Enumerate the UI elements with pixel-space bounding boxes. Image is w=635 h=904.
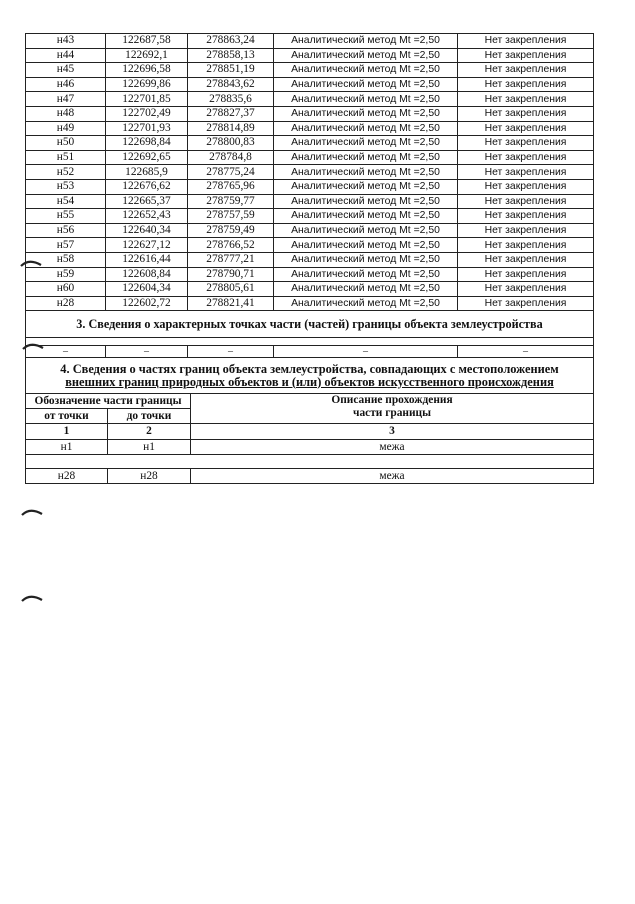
point-id: н54 <box>26 194 106 209</box>
dash-cell: – <box>458 346 594 358</box>
col-desc-header <box>191 394 594 424</box>
table-row <box>26 150 594 165</box>
row-spacer <box>26 455 594 469</box>
table-row <box>26 48 594 63</box>
fixation: Нет закрепления <box>458 209 594 224</box>
col-number-1: 1 <box>26 424 108 440</box>
point-id: н45 <box>26 63 106 78</box>
fixation: Нет закрепления <box>458 121 594 136</box>
fixation: Нет закрепления <box>458 238 594 253</box>
from-point: н28 <box>26 469 108 484</box>
point-id: н60 <box>26 282 106 297</box>
point-id: н58 <box>26 252 106 267</box>
table-row <box>26 252 594 267</box>
method: Аналитический метод Mt =2,50 <box>274 92 458 107</box>
method: Аналитический метод Mt =2,50 <box>274 34 458 49</box>
coord-y: 278851,19 <box>188 63 274 78</box>
coord-y: 278757,59 <box>188 209 274 224</box>
table-row <box>26 267 594 282</box>
table-row <box>26 238 594 253</box>
point-id: н56 <box>26 223 106 238</box>
method: Аналитический метод Mt =2,50 <box>274 267 458 282</box>
point-id: н43 <box>26 34 106 49</box>
coord-x: 122608,84 <box>106 267 188 282</box>
coord-y: 278766,52 <box>188 238 274 253</box>
table-row <box>26 209 594 224</box>
point-id: н28 <box>26 296 106 311</box>
description: межа <box>191 440 594 455</box>
to-point: н28 <box>108 469 191 484</box>
dash-cell: – <box>26 346 106 358</box>
fixation: Нет закрепления <box>458 150 594 165</box>
col-number-2: 2 <box>108 424 191 440</box>
point-id: н44 <box>26 48 106 63</box>
point-id: н47 <box>26 92 106 107</box>
fixation: Нет закрепления <box>458 252 594 267</box>
table-row <box>26 179 594 194</box>
section-4-title-line-1: 4. Сведения о частях границ объекта землеустройства, совпадающих с местоположением <box>60 361 559 376</box>
coord-x: 122604,34 <box>106 282 188 297</box>
point-id: н49 <box>26 121 106 136</box>
coord-x: 122692,65 <box>106 150 188 165</box>
table-row <box>26 469 594 484</box>
method: Аналитический метод Mt =2,50 <box>274 106 458 121</box>
col-group-header: Обозначение части границы <box>26 394 191 409</box>
table-row <box>26 77 594 92</box>
dash-cell: – <box>106 346 188 358</box>
fixation: Нет закрепления <box>458 282 594 297</box>
coord-y: 278863,24 <box>188 34 274 49</box>
coord-y: 278759,49 <box>188 223 274 238</box>
coord-x: 122627,12 <box>106 238 188 253</box>
fixation: Нет закрепления <box>458 223 594 238</box>
table-row <box>26 194 594 209</box>
method: Аналитический метод Mt =2,50 <box>274 77 458 92</box>
point-id: н55 <box>26 209 106 224</box>
point-id: н53 <box>26 179 106 194</box>
col-from-header: от точки <box>26 409 108 424</box>
coord-x: 122696,58 <box>106 63 188 78</box>
fixation: Нет закрепления <box>458 165 594 180</box>
coord-x: 122699,86 <box>106 77 188 92</box>
coord-y: 278775,24 <box>188 165 274 180</box>
coord-y: 278843,62 <box>188 77 274 92</box>
table-row <box>26 106 594 121</box>
point-id: н57 <box>26 238 106 253</box>
dash-cell: – <box>188 346 274 358</box>
fixation: Нет закрепления <box>458 34 594 49</box>
fixation: Нет закрепления <box>458 267 594 282</box>
section-3-empty-row <box>26 346 594 358</box>
coord-x: 122652,43 <box>106 209 188 224</box>
method: Аналитический метод Mt =2,50 <box>274 63 458 78</box>
table-row <box>26 440 594 455</box>
coord-x: 122701,93 <box>106 121 188 136</box>
point-id: н48 <box>26 106 106 121</box>
method: Аналитический метод Mt =2,50 <box>274 136 458 151</box>
method: Аналитический метод Mt =2,50 <box>274 165 458 180</box>
coord-y: 278765,96 <box>188 179 274 194</box>
coord-x: 122701,85 <box>106 92 188 107</box>
method: Аналитический метод Mt =2,50 <box>274 238 458 253</box>
method: Аналитический метод Mt =2,50 <box>274 121 458 136</box>
section-4-title <box>26 358 594 394</box>
point-id: н50 <box>26 136 106 151</box>
coord-y: 278759,77 <box>188 194 274 209</box>
coord-y: 278777,21 <box>188 252 274 267</box>
coord-y: 278805,61 <box>188 282 274 297</box>
coord-x: 122687,58 <box>106 34 188 49</box>
description: межа <box>191 469 594 484</box>
coord-x: 122616,44 <box>106 252 188 267</box>
table-row <box>26 296 594 311</box>
coord-x: 122692,1 <box>106 48 188 63</box>
coordinates-body <box>26 34 594 311</box>
method: Аналитический метод Mt =2,50 <box>274 194 458 209</box>
table-row <box>26 63 594 78</box>
coord-x: 122685,9 <box>106 165 188 180</box>
coord-y: 278814,89 <box>188 121 274 136</box>
coord-x: 122665,37 <box>106 194 188 209</box>
coord-x: 122640,34 <box>106 223 188 238</box>
section-4-title-line-2: внешних границ природных объектов и (или) объектов искусственного происхождения <box>65 374 554 389</box>
fixation: Нет закрепления <box>458 106 594 121</box>
method: Аналитический метод Mt =2,50 <box>274 150 458 165</box>
method: Аналитический метод Mt =2,50 <box>274 282 458 297</box>
method: Аналитический метод Mt =2,50 <box>274 179 458 194</box>
coord-y: 278784,8 <box>188 150 274 165</box>
scan-artifact-mark <box>21 508 43 516</box>
point-id: н59 <box>26 267 106 282</box>
method: Аналитический метод Mt =2,50 <box>274 223 458 238</box>
coord-y: 278800,83 <box>188 136 274 151</box>
fixation: Нет закрепления <box>458 296 594 311</box>
table-row <box>26 165 594 180</box>
col-to-header: до точки <box>108 409 191 424</box>
section-3-spacer <box>26 338 594 346</box>
boundary-parts-table <box>25 357 594 484</box>
col-desc-line-1: Описание прохождения <box>331 394 453 406</box>
method: Аналитический метод Mt =2,50 <box>274 252 458 267</box>
to-point: н1 <box>108 440 191 455</box>
table-row <box>26 34 594 49</box>
table-row <box>26 121 594 136</box>
fixation: Нет закрепления <box>458 179 594 194</box>
coord-y: 278827,37 <box>188 106 274 121</box>
point-id: н51 <box>26 150 106 165</box>
coord-x: 122702,49 <box>106 106 188 121</box>
scan-artifact-mark <box>22 342 44 350</box>
scan-artifact-mark <box>20 259 42 267</box>
col-number-3: 3 <box>191 424 594 440</box>
fixation: Нет закрепления <box>458 48 594 63</box>
scan-artifact-mark <box>21 594 43 602</box>
coord-y: 278858,13 <box>188 48 274 63</box>
method: Аналитический метод Mt =2,50 <box>274 48 458 63</box>
table-row <box>26 223 594 238</box>
fixation: Нет закрепления <box>458 136 594 151</box>
coord-x: 122602,72 <box>106 296 188 311</box>
coord-y: 278821,41 <box>188 296 274 311</box>
section-3-title: 3. Сведения о характерных точках части (частей) границы объекта землеустройства <box>26 311 594 338</box>
method: Аналитический метод Mt =2,50 <box>274 296 458 311</box>
fixation: Нет закрепления <box>458 63 594 78</box>
coord-y: 278790,71 <box>188 267 274 282</box>
fixation: Нет закрепления <box>458 194 594 209</box>
point-id: н46 <box>26 77 106 92</box>
from-point: н1 <box>26 440 108 455</box>
coordinates-table <box>25 33 594 358</box>
table-row <box>26 136 594 151</box>
fixation: Нет закрепления <box>458 77 594 92</box>
dash-cell: – <box>274 346 458 358</box>
col-desc-line-2: части границы <box>353 407 431 419</box>
table-row <box>26 92 594 107</box>
point-id: н52 <box>26 165 106 180</box>
fixation: Нет закрепления <box>458 92 594 107</box>
coord-x: 122676,62 <box>106 179 188 194</box>
table-row <box>26 282 594 297</box>
method: Аналитический метод Mt =2,50 <box>274 209 458 224</box>
coord-y: 278835,6 <box>188 92 274 107</box>
coord-x: 122698,84 <box>106 136 188 151</box>
